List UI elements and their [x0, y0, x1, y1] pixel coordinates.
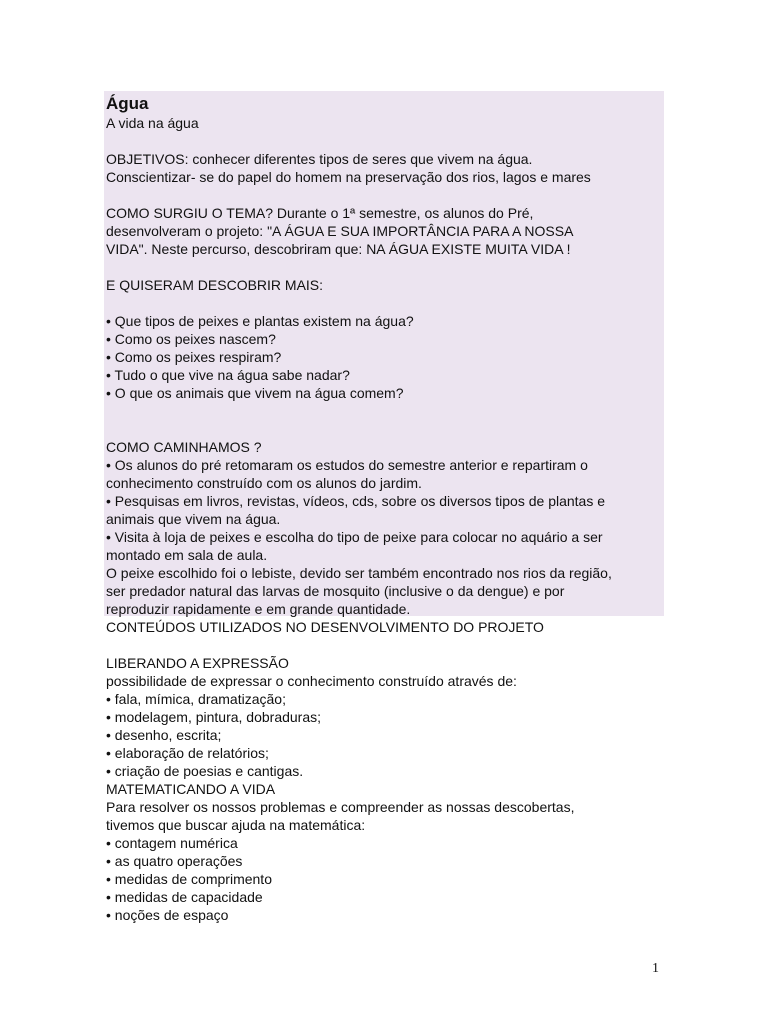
- list-item: • Como os peixes respiram?: [106, 349, 282, 365]
- path-line: O peixe escolhido foi o lebiste, devido ser também encontrado nos rios da região,: [106, 565, 612, 581]
- document-subtitle: A vida na água: [106, 115, 199, 131]
- math-line: tivemos que buscar ajuda na matemática:: [106, 817, 366, 833]
- page-number: 1: [652, 961, 659, 976]
- math-section: [106, 798, 666, 924]
- document-body: [106, 94, 666, 924]
- objectives-section: [106, 150, 666, 186]
- math-heading: MATEMATICANDO A VIDA: [106, 781, 276, 797]
- path-line: reproduzir rapidamente e em grande quantidade.: [106, 601, 411, 617]
- origin-line: COMO SURGIU O TEMA? Durante o 1ª semestre, os alunos do Pré,: [106, 205, 534, 221]
- objectives-line: OBJETIVOS: conhecer diferentes tipos de seres que vivem na água.: [106, 151, 533, 167]
- math-line: Para resolver os nossos problemas e compreender as nossas descobertas,: [106, 799, 575, 815]
- expression-heading: LIBERANDO A EXPRESSÃO: [106, 655, 289, 671]
- origin-line: desenvolveram o projeto: "A ÁGUA E SUA IMPORTÂNCIA PARA A NOSSA: [106, 223, 574, 239]
- path-line: montado em sala de aula.: [106, 547, 268, 563]
- origin-line: VIDA". Neste percurso, descobriram que: NA ÁGUA EXISTE MUITA VIDA !: [106, 241, 571, 257]
- list-item: • O que os animais que vivem na água comem?: [106, 385, 404, 401]
- document-title: Água: [106, 94, 149, 113]
- contents-heading: CONTEÚDOS UTILIZADOS NO DESENVOLVIMENTO DO PROJETO: [106, 619, 544, 635]
- list-item: • Como os peixes nascem?: [106, 331, 276, 347]
- list-item: • desenho, escrita;: [106, 727, 222, 743]
- list-item: • as quatro operações: [106, 853, 243, 869]
- list-item: • Tudo o que vive na água sabe nadar?: [106, 367, 350, 383]
- path-line: conhecimento construído com os alunos do jardim.: [106, 475, 422, 491]
- list-item: • Que tipos de peixes e plantas existem na água?: [106, 313, 414, 329]
- expression-section: [106, 672, 666, 780]
- list-item: • contagem numérica: [106, 835, 238, 851]
- list-item: • medidas de capacidade: [106, 889, 263, 905]
- list-item: • fala, mímica, dramatização;: [106, 691, 286, 707]
- path-line: • Os alunos do pré retomaram os estudos do semestre anterior e repartiram o: [106, 457, 588, 473]
- expression-line: possibilidade de expressar o conhecimento construído através de:: [106, 673, 517, 689]
- questions-list: [106, 312, 666, 402]
- list-item: • modelagem, pintura, dobraduras;: [106, 709, 322, 725]
- path-section: [106, 456, 666, 618]
- list-item: • criação de poesias e cantigas.: [106, 763, 304, 779]
- path-line: • Pesquisas em livros, revistas, vídeos, cds, sobre os diversos tipos de plantas e: [106, 493, 606, 509]
- path-line: • Visita à loja de peixes e escolha do tipo de peixe para colocar no aquário a ser: [106, 529, 603, 545]
- list-item: • medidas de comprimento: [106, 871, 272, 887]
- path-line: ser predador natural das larvas de mosquito (inclusive o da dengue) e por: [106, 583, 565, 599]
- path-heading: COMO CAMINHAMOS ?: [106, 439, 262, 455]
- list-item: • elaboração de relatórios;: [106, 745, 269, 761]
- path-line: animais que vivem na água.: [106, 511, 281, 527]
- origin-section: [106, 204, 666, 258]
- objectives-line: Conscientizar- se do papel do homem na preservação dos rios, lagos e mares: [106, 169, 591, 185]
- discover-heading: E QUISERAM DESCOBRIR MAIS:: [106, 277, 324, 293]
- list-item: • noções de espaço: [106, 907, 229, 923]
